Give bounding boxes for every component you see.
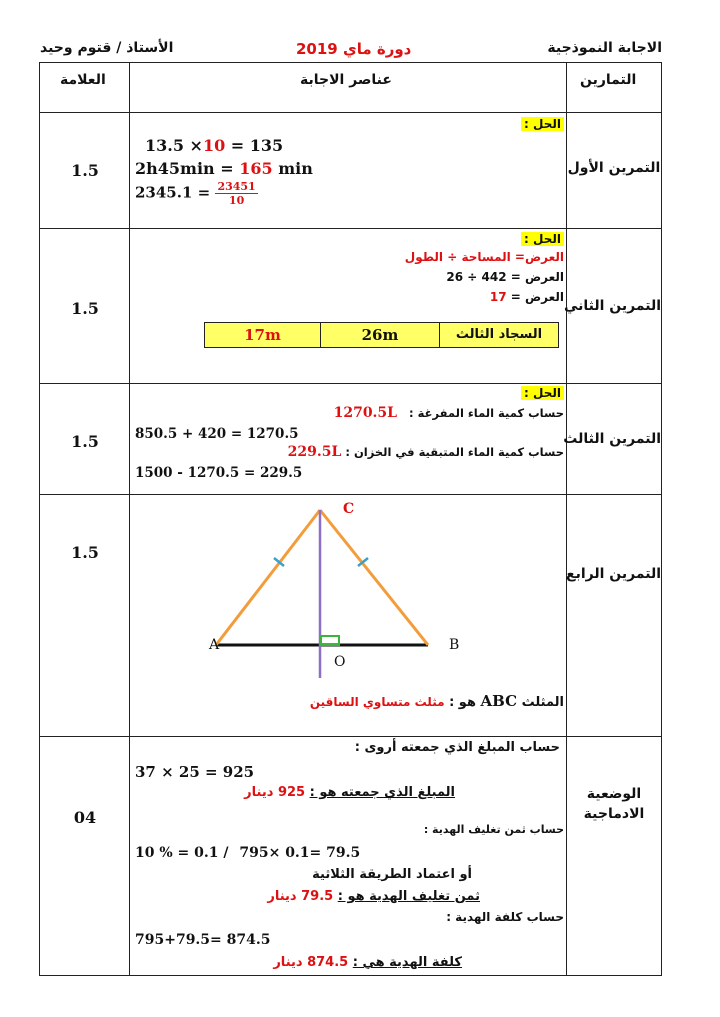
ex5-ans2 — [267, 889, 480, 904]
ex3-mark: 1.5 — [71, 432, 99, 451]
side-bc — [320, 510, 428, 645]
ex5-calc2-b: 795× 0.1= 79.5 — [239, 845, 361, 861]
ex1-fraction — [215, 180, 257, 207]
ex1-solution-label: الحل : — [521, 117, 564, 131]
header-center: دورة ماي 2019 — [296, 40, 412, 58]
header-right: الاجابة النموذجية — [547, 40, 662, 56]
ex2-table-cell: 26m — [320, 323, 439, 347]
ex2-mark: 1.5 — [71, 299, 99, 318]
ex2-formula: العرض= المساحة ÷ الطول — [404, 250, 564, 264]
ex5-calc2 — [135, 845, 360, 861]
ex1-line-3 — [135, 180, 258, 207]
ex3-q1 — [334, 405, 564, 421]
ex5-ans3 — [273, 955, 462, 970]
ex5-ans3-value: 874.5 دينار — [273, 955, 349, 970]
ex1-line-2 — [135, 159, 313, 178]
ex3-q1-text: حساب كمية الماء المفرغة : — [409, 406, 564, 420]
ex4-conclusion-c: هو : — [449, 695, 476, 710]
ex3-calc2: 1500 - 1270.5 = 229.5 — [135, 465, 303, 481]
label-a: A — [209, 637, 220, 653]
ex2-result — [490, 290, 564, 304]
ex1-denominator: 10 — [228, 194, 245, 207]
ex4-conclusion-b: ABC — [480, 692, 518, 710]
ex1-numerator: 23451 — [217, 180, 256, 193]
ex5-alt: أو اعتماد الطريقة الثلاثية — [312, 867, 472, 882]
ex5-name-2: الادماجية — [583, 806, 645, 822]
label-b: B — [449, 637, 460, 653]
ex3-q1-value: 1270.5L — [333, 405, 398, 421]
label-c: C — [343, 501, 355, 517]
ex2-table-cell: السجاد الثالث — [439, 323, 558, 347]
ex5-ans2-value: 79.5 دينار — [267, 889, 334, 904]
ex5-q1: حساب المبلغ الذي جمعته أروى : — [354, 740, 560, 755]
header-left: الأستاذ / قتوم وحيد — [40, 40, 174, 56]
ex2-table-cell: 17m — [244, 326, 281, 344]
ex5-name-1: الوضعية — [586, 786, 642, 802]
col-header-exercises: التمارين — [580, 72, 637, 88]
ex1-l2-b: 165 — [239, 159, 273, 178]
ex1-l1-c: = 135 — [230, 136, 284, 155]
ex3-q2-text: حساب كمية الماء المتبقية في الخزان : — [345, 445, 564, 459]
col-divider-left — [129, 62, 130, 976]
ex5-q2: حساب ثمن تغليف الهدية : — [423, 823, 564, 836]
ex5-ans1 — [244, 785, 455, 800]
ex2-solution-label: الحل : — [521, 232, 564, 246]
ex3-solution-label: الحل : — [521, 386, 564, 400]
ex5-mark: 04 — [73, 808, 97, 827]
ex3-q2-value: 229.5L — [287, 444, 342, 460]
ex3-q2 — [288, 444, 564, 460]
row-divider — [39, 112, 662, 113]
isosceles-triangle-figure — [200, 498, 500, 688]
ex2-result-value: 17 — [489, 290, 507, 304]
ex2-calc: العرض = 442 ÷ 26 — [446, 270, 564, 284]
ex1-l2-a: 2h45min = — [135, 159, 234, 178]
ex3-name: التمرين الثالث — [563, 431, 661, 447]
ex4-conclusion — [310, 692, 564, 710]
ex4-conclusion-value: مثلث متساوي الساقين — [309, 695, 445, 709]
ex2-table — [204, 322, 559, 348]
ex5-q3: حساب كلفة الهدية : — [446, 910, 564, 924]
col-divider-right — [566, 62, 567, 976]
ex1-mark: 1.5 — [71, 161, 99, 180]
side-ac — [216, 510, 320, 645]
col-header-answers: عناصر الاجابة — [300, 72, 392, 88]
col-header-mark: العلامة — [60, 72, 106, 88]
ex4-conclusion-a: المثلث — [521, 695, 564, 710]
ex1-l1-b: 10 — [202, 136, 226, 155]
ex5-calc1: 37 × 25 = 925 — [135, 763, 255, 781]
label-o: O — [334, 654, 346, 670]
ex1-l3-a: 2345.1 = — [135, 183, 211, 202]
ex1-l2-c: min — [278, 159, 313, 178]
ex1-l1-a: 13.5 × — [145, 136, 203, 155]
ex5-calc3: 795+79.5= 874.5 — [135, 932, 271, 948]
ex1-line-1 — [145, 136, 283, 155]
ex5-ans3-label: كلفة الهدية هي : — [352, 955, 462, 970]
ex1-name: التمرين الأول — [567, 160, 661, 176]
ex5-ans1-value: 925 دينار — [244, 785, 306, 800]
ex2-name: التمرين الثاني — [563, 298, 661, 314]
ex4-name: التمرين الرابع — [566, 566, 661, 582]
ex4-mark: 1.5 — [71, 543, 99, 562]
row-divider — [39, 494, 662, 495]
ex3-calc1: 850.5 + 420 = 1270.5 — [135, 426, 299, 442]
row-divider — [39, 383, 662, 384]
ex2-result-label: العرض = — [510, 290, 564, 304]
ex5-calc2-a: 10 % = 0.1 / — [135, 845, 229, 861]
ex5-ans2-label: ثمن تغليف الهدية هو : — [337, 889, 480, 904]
row-divider — [39, 228, 662, 229]
row-divider — [39, 736, 662, 737]
ex5-ans1-label: المبلغ الذي جمعته هو : — [309, 785, 455, 800]
